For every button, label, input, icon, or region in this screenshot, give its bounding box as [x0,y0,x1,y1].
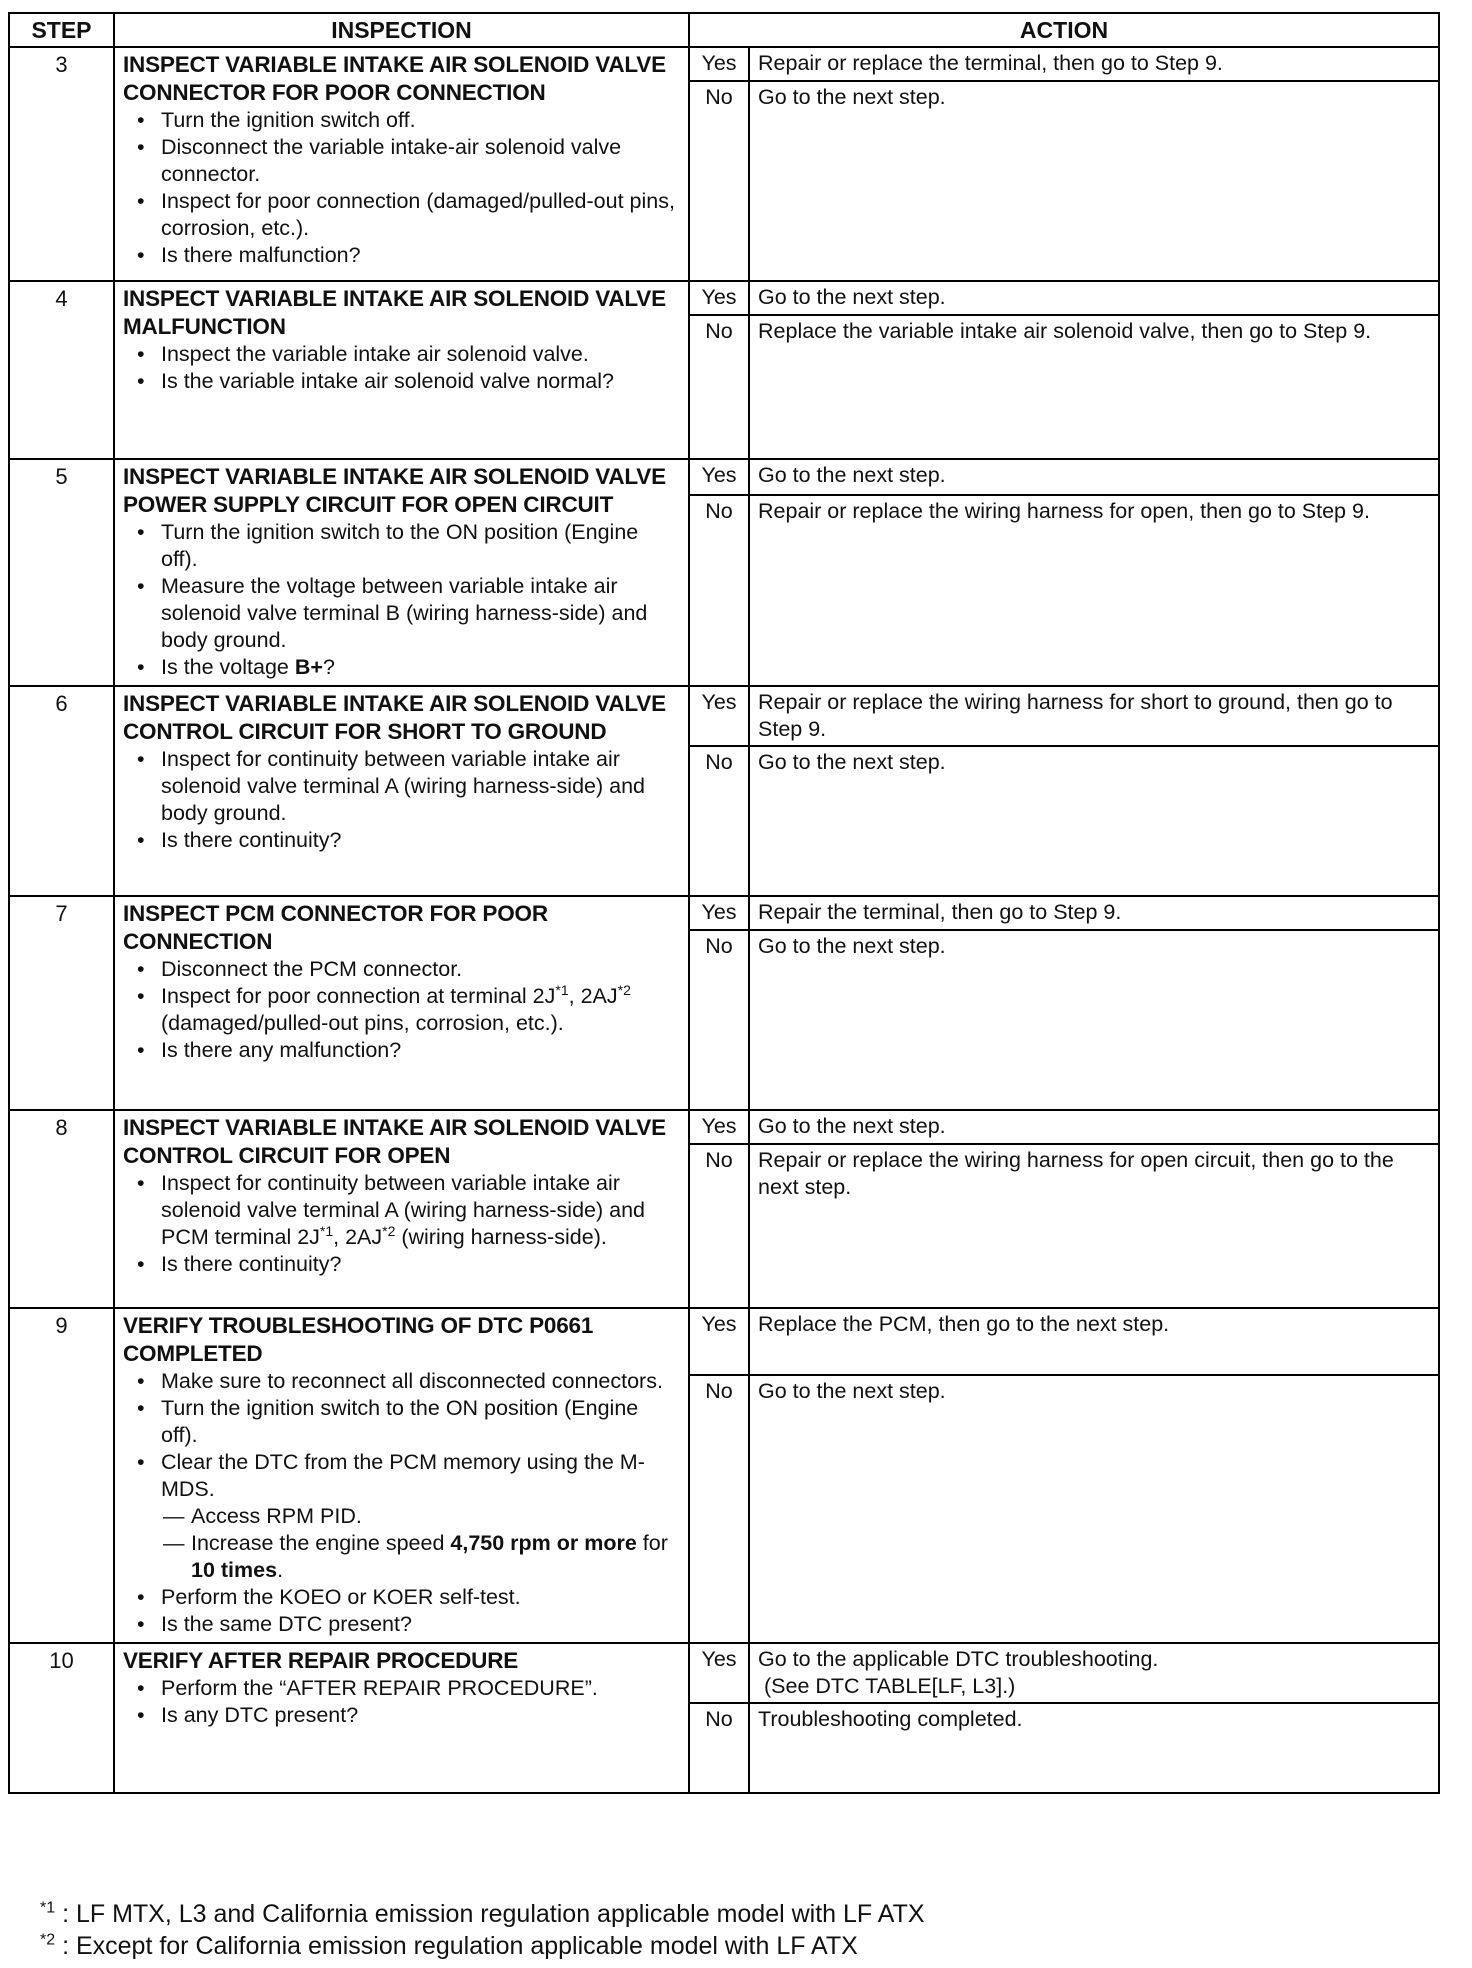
table-row [9,896,1439,930]
list-text: for [636,1531,668,1555]
inspection-title: INSPECT VARIABLE INTAKE AIR SOLENOID VALVE CONNECTOR FOR POOR CONNECTION [123,52,666,105]
footnote-mark: *1 [40,1899,56,1917]
no-label: No [689,930,749,1110]
inspection-title: INSPECT VARIABLE INTAKE AIR SOLENOID VALVE POWER SUPPLY CIRCUIT FOR OPEN CIRCUIT [123,464,666,517]
list-item: • Disconnect the variable intake-air solenoid valve connector. [161,134,680,188]
sub-list [161,1503,680,1584]
footnote-ref: *1 [319,1222,334,1239]
sub-list-item: — Access RPM PID. [191,1503,680,1530]
list-item: • Turn the ignition switch to the ON position (Engine off). [161,519,680,573]
step-number: 10 [9,1643,114,1793]
list-item: • Turn the ignition switch off. [161,107,680,134]
inspection-cell [114,1308,689,1643]
table-row [9,281,1439,315]
no-action: Go to the next step. [749,746,1439,896]
no-label: No [689,1703,749,1793]
yes-action: Repair the terminal, then go to Step 9. [749,896,1439,930]
inspection-title: VERIFY TROUBLESHOOTING OF DTC P0661 COMPLETED [123,1313,594,1366]
list-item [161,654,680,681]
list-text: Inspect for poor connection at terminal 2J [161,984,556,1008]
yes-action-reference: (See DTC TABLE[LF, L3].) [764,1674,1016,1698]
list-text: (wiring harness-side). [395,1225,607,1249]
footnote [40,1930,925,1962]
list-text: , 2AJ [568,984,618,1008]
yes-action: Repair or replace the terminal, then go to Step 9. [749,47,1439,81]
yes-action: Go to the next step. [749,1110,1439,1144]
list-item [161,1170,680,1251]
footnote-text: : LF MTX, L3 and California emission regulation applicable model with LF ATX [55,1900,925,1928]
inspection-title: INSPECT PCM CONNECTOR FOR POOR CONNECTION [123,901,548,954]
footnote-ref: *2 [617,981,631,998]
list-text: Clear the DTC from the PCM memory using the M-MDS. [161,1450,645,1501]
no-action: Go to the next step. [749,1375,1439,1643]
footnote-mark: *2 [40,1931,56,1949]
inspection-list [123,1368,680,1638]
table-row [9,686,1439,746]
header-step: STEP [9,13,114,47]
step-number: 9 [9,1308,114,1643]
list-item [161,1449,680,1584]
footnote-ref: *1 [555,981,569,998]
list-item: • Turn the ignition switch to the ON position (Engine off). [161,1395,680,1449]
list-item: • Inspect for poor connection (damaged/pulled-out pins, corrosion, etc.). [161,188,680,242]
table-row [9,1308,1439,1375]
inspection-cell [114,459,689,686]
yes-action [749,1643,1439,1703]
list-item: • Is there continuity? [161,827,680,854]
inspection-cell [114,686,689,896]
inspection-list [123,519,680,681]
list-item: • Perform the KOEO or KOER self-test. [161,1584,680,1611]
list-item: • Is there continuity? [161,1251,680,1278]
yes-label: Yes [689,1308,749,1375]
rpm-value: 4,750 rpm or more [450,1531,637,1555]
table-row [9,47,1439,81]
step-number: 6 [9,686,114,896]
list-text: Increase the engine speed [191,1531,451,1555]
no-action: Repair or replace the wiring harness for open, then go to Step 9. [749,495,1439,686]
no-label: No [689,81,749,281]
list-item: • Is the variable intake air solenoid valve normal? [161,368,680,395]
list-item: • Make sure to reconnect all disconnected connectors. [161,1368,680,1395]
header-inspection: INSPECTION [114,13,689,47]
inspection-list [123,107,680,269]
footnote-ref: *2 [382,1222,396,1239]
list-text: , 2AJ [333,1225,383,1249]
list-item: • Is there any malfunction? [161,1037,680,1064]
footnotes [40,1898,925,1962]
step-number: 4 [9,281,114,459]
yes-label: Yes [689,47,749,81]
table-row [9,1110,1439,1144]
no-label: No [689,315,749,459]
table-row [9,459,1439,495]
yes-label: Yes [689,1643,749,1703]
yes-label: Yes [689,281,749,315]
inspection-list [123,956,680,1064]
yes-label: Yes [689,896,749,930]
list-item: • Disconnect the PCM connector. [161,956,680,983]
troubleshooting-table [8,12,1440,1794]
list-item: • Measure the voltage between variable intake air solenoid valve terminal B (wiring harness-side) and body ground. [161,573,680,654]
list-text: Is the voltage [161,655,295,679]
list-item: • Is the same DTC present? [161,1611,680,1638]
list-item: • Inspect for continuity between variable intake air solenoid valve terminal A (wiring harness-side) and body ground. [161,746,680,827]
inspection-cell [114,896,689,1110]
no-action: Troubleshooting completed. [749,1703,1439,1793]
sub-list-item [191,1530,680,1584]
inspection-list [123,746,680,854]
inspection-cell [114,281,689,459]
inspection-cell [114,1643,689,1793]
list-item: • Perform the “AFTER REPAIR PROCEDURE”. [161,1675,680,1702]
inspection-cell [114,1110,689,1308]
yes-action: Go to the next step. [749,459,1439,495]
step-number: 5 [9,459,114,686]
inspection-title: INSPECT VARIABLE INTAKE AIR SOLENOID VALVE CONTROL CIRCUIT FOR OPEN [123,1115,666,1168]
yes-label: Yes [689,686,749,746]
repeat-count: 10 times [191,1558,278,1582]
list-item: • Inspect the variable intake air solenoid valve. [161,341,680,368]
no-action: Go to the next step. [749,81,1439,281]
no-action: Replace the variable intake air solenoid valve, then go to Step 9. [749,315,1439,459]
inspection-list [123,341,680,395]
yes-action-text: Go to the applicable DTC troubleshooting. [758,1647,1159,1671]
step-number: 7 [9,896,114,1110]
inspection-title: VERIFY AFTER REPAIR PROCEDURE [123,1648,519,1673]
header-action: ACTION [689,13,1439,47]
inspection-list [123,1675,680,1729]
no-label: No [689,746,749,896]
list-text: ? [322,655,335,679]
step-number: 8 [9,1110,114,1308]
inspection-cell [114,47,689,281]
footnote [40,1898,925,1930]
table-header-row [9,13,1439,47]
list-item [161,983,680,1037]
yes-action: Repair or replace the wiring harness for short to ground, then go to Step 9. [749,686,1439,746]
yes-action: Replace the PCM, then go to the next step. [749,1308,1439,1375]
footnote-text: : Except for California emission regulation applicable model with LF ATX [55,1932,858,1960]
list-text: (damaged/pulled-out pins, corrosion, etc.). [161,1011,564,1035]
no-action: Repair or replace the wiring harness for open circuit, then go to the next step. [749,1144,1439,1308]
no-action: Go to the next step. [749,930,1439,1110]
inspection-list [123,1170,680,1278]
inspection-title: INSPECT VARIABLE INTAKE AIR SOLENOID VALVE MALFUNCTION [123,286,666,339]
yes-action: Go to the next step. [749,281,1439,315]
list-text: Inspect for continuity between variable intake air solenoid valve terminal A (wiring harness-side) and PCM terminal 2J [161,1171,645,1249]
table-row [9,1643,1439,1703]
no-label: No [689,495,749,686]
yes-label: Yes [689,459,749,495]
step-number: 3 [9,47,114,281]
list-item: • Is any DTC present? [161,1702,680,1729]
yes-label: Yes [689,1110,749,1144]
no-label: No [689,1375,749,1643]
list-item: • Is there malfunction? [161,242,680,269]
list-text: . [277,1558,284,1582]
inspection-title: INSPECT VARIABLE INTAKE AIR SOLENOID VALVE CONTROL CIRCUIT FOR SHORT TO GROUND [123,691,666,744]
troubleshooting-sheet [8,12,1438,1794]
voltage-value: B+ [294,655,323,679]
no-label: No [689,1144,749,1308]
